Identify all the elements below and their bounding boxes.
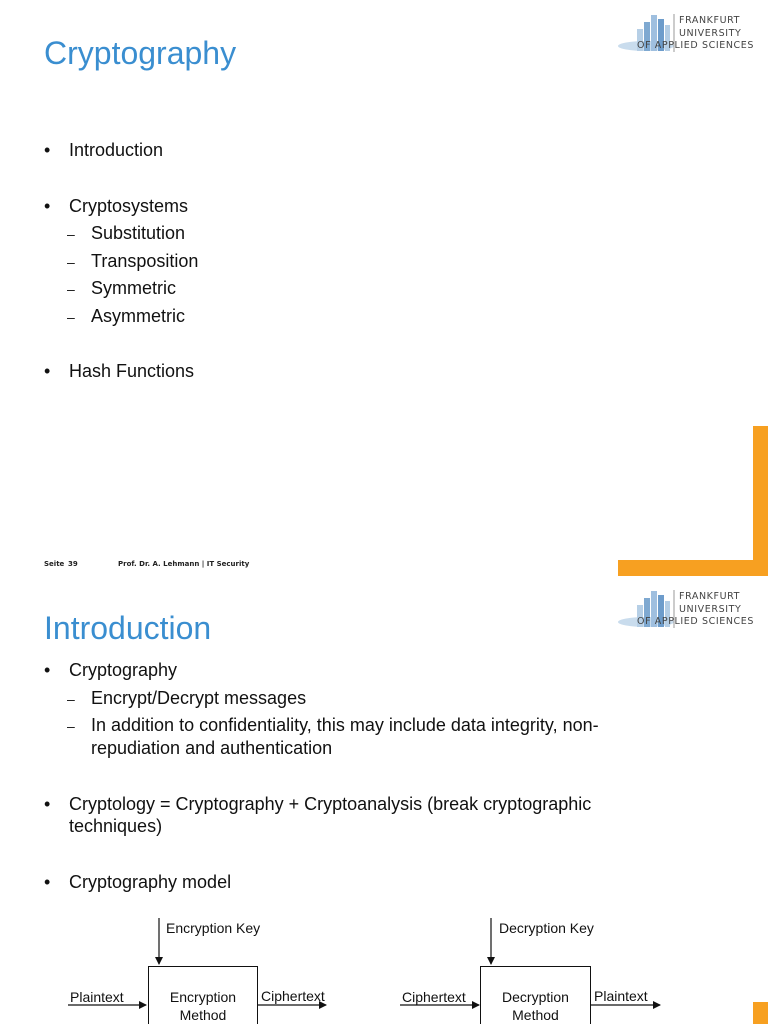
en-dash: – (67, 226, 75, 242)
plaintext-output-label: Plaintext (594, 988, 648, 1004)
slide-title: Introduction (44, 610, 212, 646)
en-dash: – (67, 281, 75, 297)
accent-bar-vertical (753, 426, 768, 576)
bullet-dot: • (44, 140, 51, 160)
bullet-dot: • (44, 872, 51, 892)
en-dash: – (67, 254, 75, 270)
sub-list-item (67, 277, 176, 300)
sub-list-item (67, 250, 198, 273)
list-item (44, 360, 194, 382)
sub-item-text: repudiation and authentication (91, 738, 333, 758)
sub-item-text: Transposition (91, 251, 199, 271)
sub-item-text: Substitution (91, 223, 186, 243)
slide-introduction (0, 576, 768, 1024)
plaintext-input-label: Plaintext (70, 989, 124, 1005)
bullet-text: Cryptology = Cryptography + Cryptoanalysis (break cryptographic (69, 794, 592, 814)
en-dash: – (67, 718, 75, 734)
box-line: Method (512, 1007, 559, 1023)
footer-author: Prof. Dr. A. Lehmann | IT Security (118, 560, 250, 568)
encryption-method-box (148, 966, 258, 1024)
en-dash: – (67, 309, 75, 325)
en-dash: – (67, 691, 75, 707)
footer-page-label: Seite (44, 560, 65, 568)
ciphertext-input-label: Ciphertext (402, 989, 466, 1005)
bullet-dot: • (44, 660, 51, 680)
accent-bar-vertical (753, 1002, 768, 1024)
sub-item-text: Symmetric (91, 278, 176, 298)
bullet-dot: • (44, 196, 51, 216)
logo-line-3: OF APPLIED SCIENCES (637, 616, 754, 627)
list-item (44, 139, 163, 161)
box-line: Encryption (169, 989, 237, 1005)
bullet-text: Cryptography (69, 660, 178, 680)
sub-item-text: In addition to confidentiality, this may include data integrity, non- (91, 715, 599, 735)
logo-line-1: FRANKFURT (679, 591, 741, 602)
bullet-dot: • (44, 361, 51, 381)
logo-line-3: OF APPLIED SCIENCES (637, 40, 754, 51)
bullet-dot: • (44, 794, 51, 814)
footer-page-number: 39 (68, 560, 78, 568)
decryption-method-box (480, 966, 591, 1024)
sub-list-item (67, 305, 185, 328)
decryption-key-label: Decryption Key (499, 920, 594, 936)
logo-line-2: UNIVERSITY (679, 603, 742, 615)
slide-title: Cryptography (44, 35, 237, 71)
ciphertext-output-label: Ciphertext (261, 988, 325, 1004)
bullet-text: Cryptography model (69, 872, 232, 892)
university-logo (616, 12, 754, 66)
logo-text (637, 15, 754, 53)
list-item (44, 195, 188, 217)
encryption-key-label: Encryption Key (166, 920, 261, 936)
bullet-text: Cryptosystems (69, 196, 189, 216)
logo-line-2: UNIVERSITY (679, 27, 742, 39)
bullet-text: techniques) (69, 816, 163, 836)
logo-line-1: FRANKFURT (679, 15, 741, 26)
box-line: Decryption (502, 989, 569, 1005)
sub-list-item (67, 222, 185, 245)
accent-bar-horizontal (618, 560, 768, 576)
bullet-text: Hash Functions (69, 361, 195, 381)
sub-item-text: Asymmetric (91, 306, 185, 326)
cryptography-model-diagram (0, 576, 768, 1024)
diagram-arrows (0, 576, 768, 1024)
bullet-text: Introduction (69, 140, 164, 160)
box-line: Method (179, 1007, 227, 1023)
sub-item-text: Encrypt/Decrypt messages (91, 688, 307, 708)
